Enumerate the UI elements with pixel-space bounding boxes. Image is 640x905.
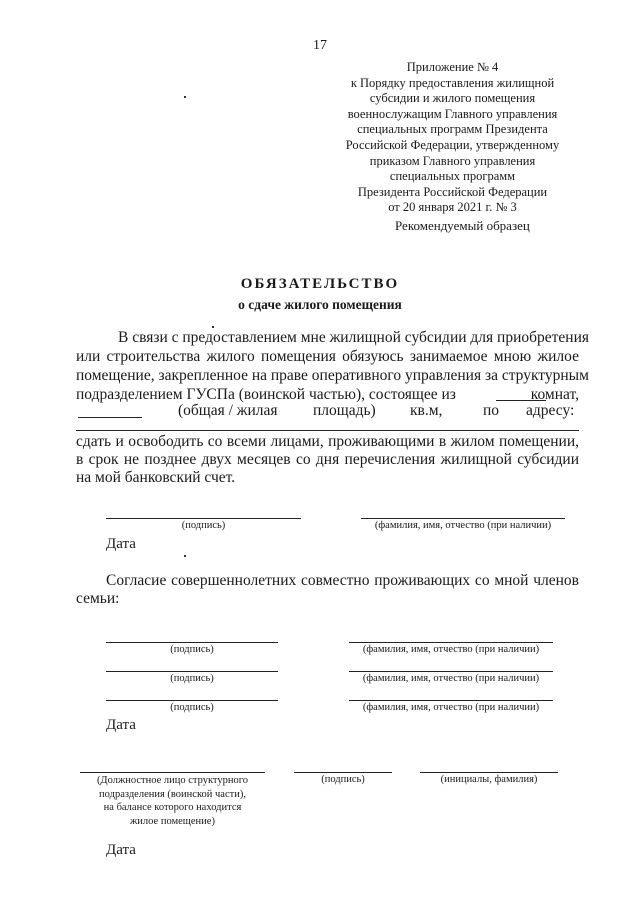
sqm-label: кв.м, (410, 402, 443, 419)
appendix-line: субсидии и жилого помещения (369, 91, 536, 106)
area-label-2: площадь) (313, 402, 376, 419)
address-blank (76, 430, 579, 431)
official-position-caption (80, 774, 265, 828)
appendix-line: Российской Федерации, утвержденному (345, 137, 560, 152)
member-name-caption: (фамилия, имя, отчество (при наличии) (362, 702, 540, 713)
scan-speck (184, 96, 186, 98)
body-line-4-start: подразделением ГУСПа (воинской частью), состоящее из (76, 386, 456, 403)
body-line-6: сдать и освободить со всеми лицами, проживающими в жилом помещении, (76, 433, 579, 450)
member-signature-line (106, 700, 278, 701)
official-signature-caption: (подпись) (321, 774, 365, 785)
member-signature-caption: (подпись) (170, 702, 214, 713)
consent-date-label: Дата (106, 717, 136, 733)
appendix-header (330, 60, 575, 216)
official-position-caption-line: жилое помещение) (130, 815, 215, 827)
official-position-caption-line: подразделения (воинской части), (99, 788, 246, 800)
recommended-sample-label: Рекомендуемый образец (395, 218, 530, 233)
appendix-line: Приложение № 4 (406, 60, 499, 74)
address-label: адресу: (526, 402, 575, 419)
area-label: (общая / жилая (178, 402, 278, 419)
official-position-line (80, 772, 265, 773)
official-position-caption-line: (Должностное лицо структурного (96, 775, 249, 786)
body-line-7: в срок не позднее двух месяцев со дня перечисления жилищной субсидии (76, 451, 579, 468)
official-signature-line (294, 772, 392, 773)
appendix-line: специальных программ Президента (357, 122, 548, 137)
member-name-line (349, 700, 553, 701)
appendix-line: военнослужащим Главного управления (347, 106, 558, 121)
appendix-line: приказом Главного управления (369, 153, 536, 168)
date-label: Дата (106, 536, 136, 552)
name-caption: (фамилия, имя, отчество (при наличии) (374, 520, 552, 531)
member-signature-caption: (подпись) (170, 673, 214, 684)
appendix-line: от 20 января 2021 г. № 3 (388, 200, 517, 215)
official-initials-caption: (инициалы, фамилия) (440, 774, 538, 785)
signature-line (106, 518, 301, 519)
member-name-caption: (фамилия, имя, отчество (при наличии) (362, 644, 540, 655)
consent-line-2: семьи: (76, 590, 120, 607)
appendix-line: Президента Российской Федерации (357, 184, 548, 199)
scan-speck (212, 326, 214, 328)
member-signature-caption: (подпись) (170, 644, 214, 655)
member-name-line (349, 671, 553, 672)
member-name-caption: (фамилия, имя, отчество (при наличии) (362, 673, 540, 684)
appendix-line: специальных программ (389, 169, 516, 184)
scan-speck (184, 555, 186, 557)
page-number: 17 (313, 38, 327, 53)
by-label: по (483, 402, 500, 419)
document-title: ОБЯЗАТЕЛЬСТВО (240, 276, 400, 292)
document-subtitle: о сдаче жилого помещения (238, 297, 402, 312)
signature-caption: (подпись) (181, 520, 226, 531)
member-signature-line (106, 671, 278, 672)
official-position-caption-line: на балансе которого находится (103, 802, 242, 813)
body-line-4-end: комнат, (530, 386, 579, 403)
body-line-1: В связи с предоставлением мне жилищной субсидии для приобретения (118, 329, 590, 346)
body-line-8: на мой банковский счет. (76, 469, 236, 486)
member-name-line (349, 642, 553, 643)
consent-line-1: Согласие совершеннолетних совместно проживающих со мной членов (106, 572, 579, 589)
member-signature-line (106, 642, 278, 643)
name-line (361, 518, 565, 519)
appendix-line: к Порядку предоставления жилищной (350, 75, 555, 90)
official-date-label: Дата (106, 842, 136, 858)
official-initials-line (420, 772, 558, 773)
body-line-2: или строительства жилого помещения обязуюсь занимаемое мною жилое (76, 348, 579, 365)
body-line-3: помещение, закрепленное на праве оперативного управления за структурным (76, 367, 589, 384)
area-blank (78, 417, 142, 418)
